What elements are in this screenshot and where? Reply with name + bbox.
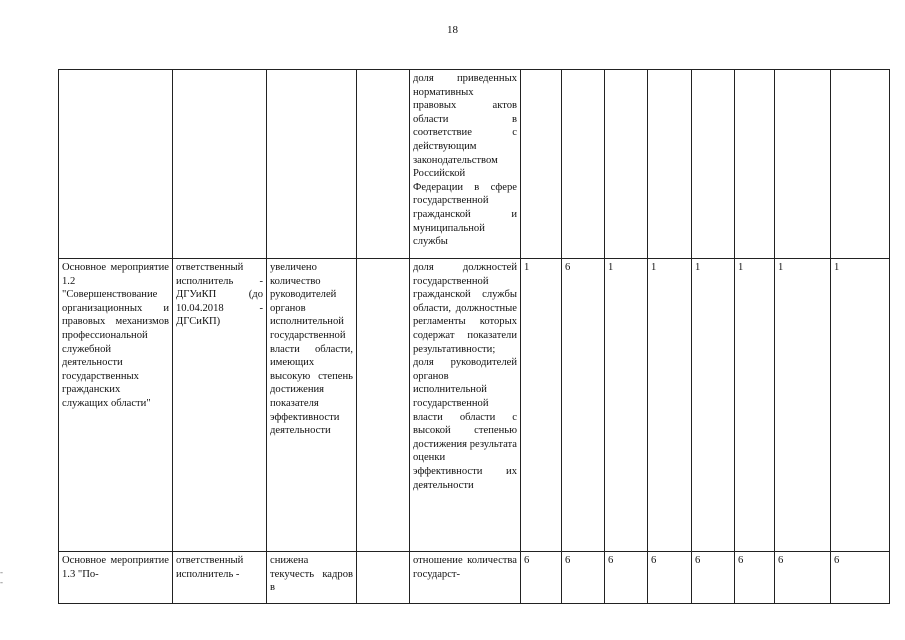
value-cell (831, 70, 890, 259)
relation-cell (357, 70, 410, 259)
value-cell: 6 (735, 552, 775, 604)
margin-mark: - (0, 567, 3, 577)
margin-marks (0, 567, 8, 587)
value-cell: 6 (605, 552, 648, 604)
executor-cell: ответственный исполнитель - (173, 552, 267, 604)
value-cell: 1 (605, 259, 648, 552)
value-cell (605, 70, 648, 259)
activity-cell: Основное мероприятие 1.2 "Совершенствование организационных и правовых механизмов профессиональной служебной деятельности государственных гражданских служащих области" (59, 259, 173, 552)
relation-cell (357, 552, 410, 604)
table-row (59, 552, 890, 604)
executor-cell: ответственный исполнитель - ДГУиКП (до 10.04.2018 - ДГСиКП) (173, 259, 267, 552)
value-cell (775, 70, 831, 259)
page-number: 18 (447, 24, 458, 36)
value-cell (521, 70, 562, 259)
table-row (59, 259, 890, 552)
value-cell: 6 (692, 552, 735, 604)
value-cell: 1 (735, 259, 775, 552)
value-cell: 6 (562, 552, 605, 604)
value-cell: 6 (521, 552, 562, 604)
value-cell (562, 70, 605, 259)
indicator-cell: доля должностей государственной гражданской службы области, должностные регламенты которых содержат показатели результативности; доля руководителей органов исполнительной государственной власти области с высокой степенью достижения результата оценки эффективности их деятельности (410, 259, 521, 552)
result-cell (267, 70, 357, 259)
value-cell: 6 (775, 552, 831, 604)
value-cell: 1 (692, 259, 735, 552)
program-table (58, 69, 890, 604)
indicator-cell: доля приведенных нормативных правовых актов области в соответствие с действующим законодательством Российской Федерации в сфере государственной гражданской и муниципальной службы (410, 70, 521, 259)
value-cell: 6 (831, 552, 890, 604)
value-cell (735, 70, 775, 259)
value-cell: 6 (562, 259, 605, 552)
value-cell (692, 70, 735, 259)
relation-cell (357, 259, 410, 552)
result-cell: увеличено количество руководителей органов исполнительной государственной власти области, имеющих высокую степень достижения показателя эффективности деятельности (267, 259, 357, 552)
result-cell: снижена текучесть кадров в (267, 552, 357, 604)
value-cell (648, 70, 692, 259)
indicator-cell: отношение количества государст- (410, 552, 521, 604)
value-cell: 6 (648, 552, 692, 604)
activity-cell (59, 70, 173, 259)
executor-cell (173, 70, 267, 259)
value-cell: 1 (775, 259, 831, 552)
value-cell: 1 (648, 259, 692, 552)
margin-mark: - (0, 577, 3, 587)
value-cell: 1 (521, 259, 562, 552)
value-cell: 1 (831, 259, 890, 552)
table-row (59, 70, 890, 259)
activity-cell: Основное мероприятие 1.3 "По- (59, 552, 173, 604)
